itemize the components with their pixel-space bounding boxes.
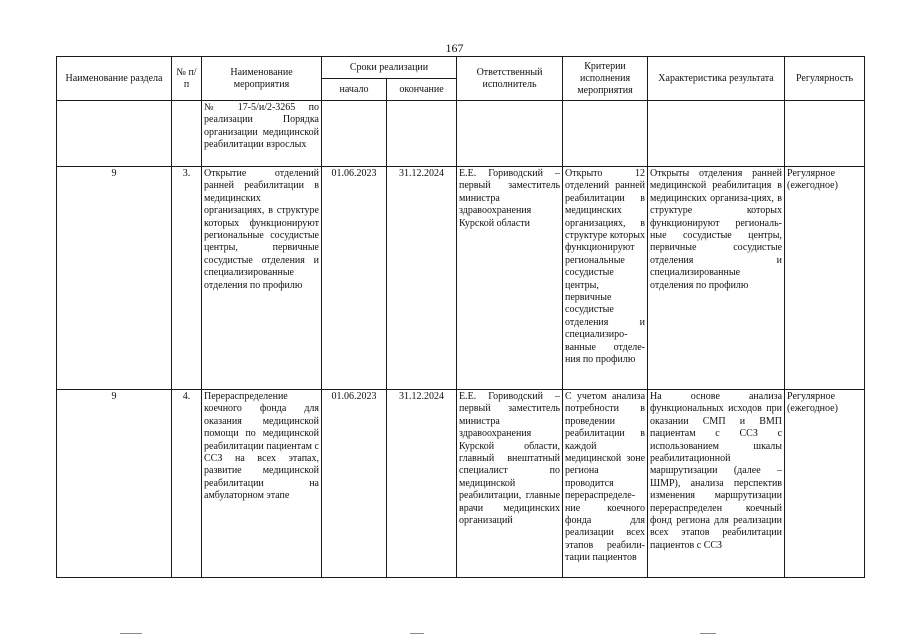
- scan-mark: [120, 633, 142, 634]
- header-activity: Наименование мероприятия: [202, 57, 322, 101]
- header-row-1: [57, 57, 865, 79]
- cell-responsible: Е.Е. Гоpиводский – первый заместитель министра здравоохранения Курской области, главный внештатный специалист по медицинской реабилитации, главные врачи медицинских организаций: [457, 390, 563, 578]
- cell-section: 9: [57, 167, 172, 390]
- table-row-continuation: [57, 101, 865, 167]
- cell-start: 01.06.2023: [322, 167, 387, 390]
- cell-responsible: Е.Е. Гоpиводский – первый заместитель министра здравоохранения Курской области: [457, 167, 563, 390]
- page-number: 167: [445, 41, 464, 55]
- cell-num: 4.: [172, 390, 202, 578]
- header-result: Характеристика результата: [648, 57, 785, 101]
- cell-activity: Открытие отделений ранней реабилитации в медицинских организациях, в структуре которых функционируют региональные сосудистые центры, первичные сосудистые отделения и специализированные отделения по профилю: [202, 167, 322, 390]
- cell-start: 01.06.2023: [322, 390, 387, 578]
- scan-mark: [410, 633, 424, 634]
- cell-section: 9: [57, 390, 172, 578]
- cell-regularity: Регулярное (ежегодное): [785, 390, 865, 578]
- header-num: № п/п: [172, 57, 202, 101]
- activities-table: [56, 56, 865, 578]
- header-responsible: Ответственный исполнитель: [457, 57, 563, 101]
- table-row: [57, 390, 865, 578]
- cell-criteria: С учетом анализа потребности в проведении реабилитации в каждой медицинской зоне региона проводится перераспределе-ние коечного фонда для реализации всех этапов реабили-тации пациентов: [563, 390, 648, 578]
- header-criteria: Критерии исполнения мероприятия: [563, 57, 648, 101]
- cell-activity: Перераспределение коечного фонда для оказания медицинской помощи по медицинской реабилитации пациентам с ССЗ на всех этапах, развитие медицинской реабилитации на амбулаторном этапе: [202, 390, 322, 578]
- header-regularity: Регулярность: [785, 57, 865, 101]
- table-row: [57, 167, 865, 390]
- scan-mark: [700, 633, 716, 634]
- cell-result: Открыты отделения ранней медицинской реабилитация в медицинских организа-циях, в структуре которых функционируют региональ-ные сосудистые центры, первичные сосудистые отделения и специализированные отделения по профилю: [648, 167, 785, 390]
- header-end: окончание: [387, 79, 457, 101]
- header-terms: Сроки реализации: [322, 57, 457, 79]
- cell-result: На основе анализа функциональных исходов при оказании СМП и ВМП пациентам с ССЗ с использованием шкалы реабилитационной маршрутизации (далее – ШМР), анализа перспектив изменения маршрутизации перераспределен коечный фонд региона для реализации всех этапов реабилитации пациентов с ССЗ: [648, 390, 785, 578]
- header-start: начало: [322, 79, 387, 101]
- header-section: Наименование раздела: [57, 57, 172, 101]
- cell-end: 31.12.2024: [387, 167, 457, 390]
- cell-activity: № 17-5/и/2-3265 по реализации Порядка организации медицинской реабилитации взрослых: [202, 101, 322, 167]
- cell-criteria: Открыто 12 отделений ранней реабилитации в медицинских организациях, в структуре которых функционируют региональные сосудистые центры, первичные сосудистые отделения и специализиро-ванные отделе-ния по профилю: [563, 167, 648, 390]
- cell-regularity: Регулярное (ежегодное): [785, 167, 865, 390]
- cell-end: 31.12.2024: [387, 390, 457, 578]
- cell-num: 3.: [172, 167, 202, 390]
